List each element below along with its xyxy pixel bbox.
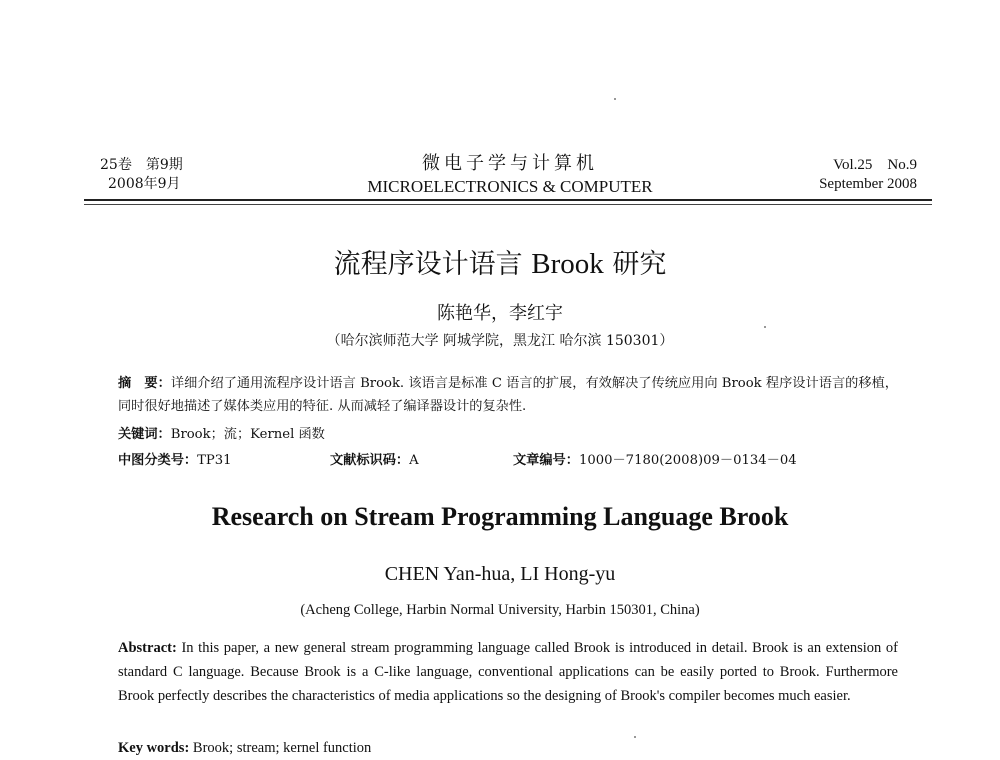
issue-info-cn	[100, 156, 183, 194]
authors-cn: 陈艳华，李红宇	[437, 303, 563, 324]
affiliation-cn: （哈尔滨师范大学 阿城学院，黑龙江 哈尔滨 150301）	[326, 333, 674, 349]
keywords-en-label: Key words:	[118, 740, 190, 756]
clc-label: 中图分类号：	[118, 453, 198, 468]
header-rule-thick	[84, 199, 932, 201]
keywords-cn	[118, 425, 325, 445]
abstract-en	[118, 636, 898, 708]
title-cn-prefix: 流程序设计语言	[333, 249, 532, 280]
journal-name-en: MICROELECTRONICS & COMPUTER	[367, 177, 653, 196]
authors-en: CHEN Yan-hua, LI Hong-yu	[384, 563, 616, 585]
article-no-label: 文章编号：	[513, 453, 579, 468]
article-no-value: 1000－7180(2008)09－0134－04	[578, 453, 797, 468]
doc-code-label: 文献标识码：	[330, 453, 410, 468]
abstract-en-text: In this paper, a new general stream programming language called Brook is introduced in detail. Brook is an extension of standard C language. Because Brook is a C-like language, conventional applications can be easily ported to Brook. Furthermore Brook perfectly describes the characteristics of media applications so the designing of Brook's compiler becomes much easier.	[118, 640, 898, 704]
header-rule-thin	[84, 204, 932, 205]
issue-info-en	[760, 156, 917, 194]
clc-value: TP31	[197, 453, 232, 468]
doc-code-value: A	[409, 453, 419, 468]
scan-speck	[634, 736, 636, 738]
title-cn-suffix: 研究	[603, 249, 667, 280]
clc-number	[118, 451, 232, 471]
keywords-en-text: Brook; stream; kernel function	[189, 740, 372, 756]
journal-name-cn: 微电子学与计算机	[422, 153, 598, 174]
article-title-en: Research on Stream Programming Language Brook	[211, 502, 789, 531]
abstract-en-label: Abstract:	[118, 640, 177, 656]
date-en: September 2008	[819, 176, 917, 192]
title-cn-brook: Brook	[531, 248, 604, 280]
abstract-cn	[118, 372, 898, 418]
affiliation-en: (Acheng College, Harbin Normal University, Harbin 150301, China)	[300, 602, 700, 618]
article-title-cn	[0, 246, 1000, 283]
date-cn: 2008年9月	[108, 176, 181, 192]
keywords-en	[118, 738, 371, 758]
abstract-cn-label: 摘 要：	[118, 376, 171, 391]
keywords-cn-text: Brook；流；Kernel 函数	[170, 427, 325, 442]
keywords-cn-label: 关键词：	[118, 427, 171, 442]
abstract-cn-text: 详细介绍了通用流程序设计语言 Brook. 该语言是标准 C 语言的扩展，有效解决了传统应用向 Brook 程序设计语言的移植，同时很好地描述了媒体类应用的特征. 从而减轻了编译器设计的复杂性.	[118, 376, 898, 414]
article-number	[513, 451, 797, 471]
volume-issue-en: Vol.25 No.9	[833, 157, 917, 173]
scan-speck	[614, 98, 616, 100]
journal-name	[300, 152, 720, 198]
scan-speck	[764, 326, 766, 328]
document-code	[330, 451, 419, 471]
volume-issue-cn: 25卷 第9期	[100, 157, 183, 173]
